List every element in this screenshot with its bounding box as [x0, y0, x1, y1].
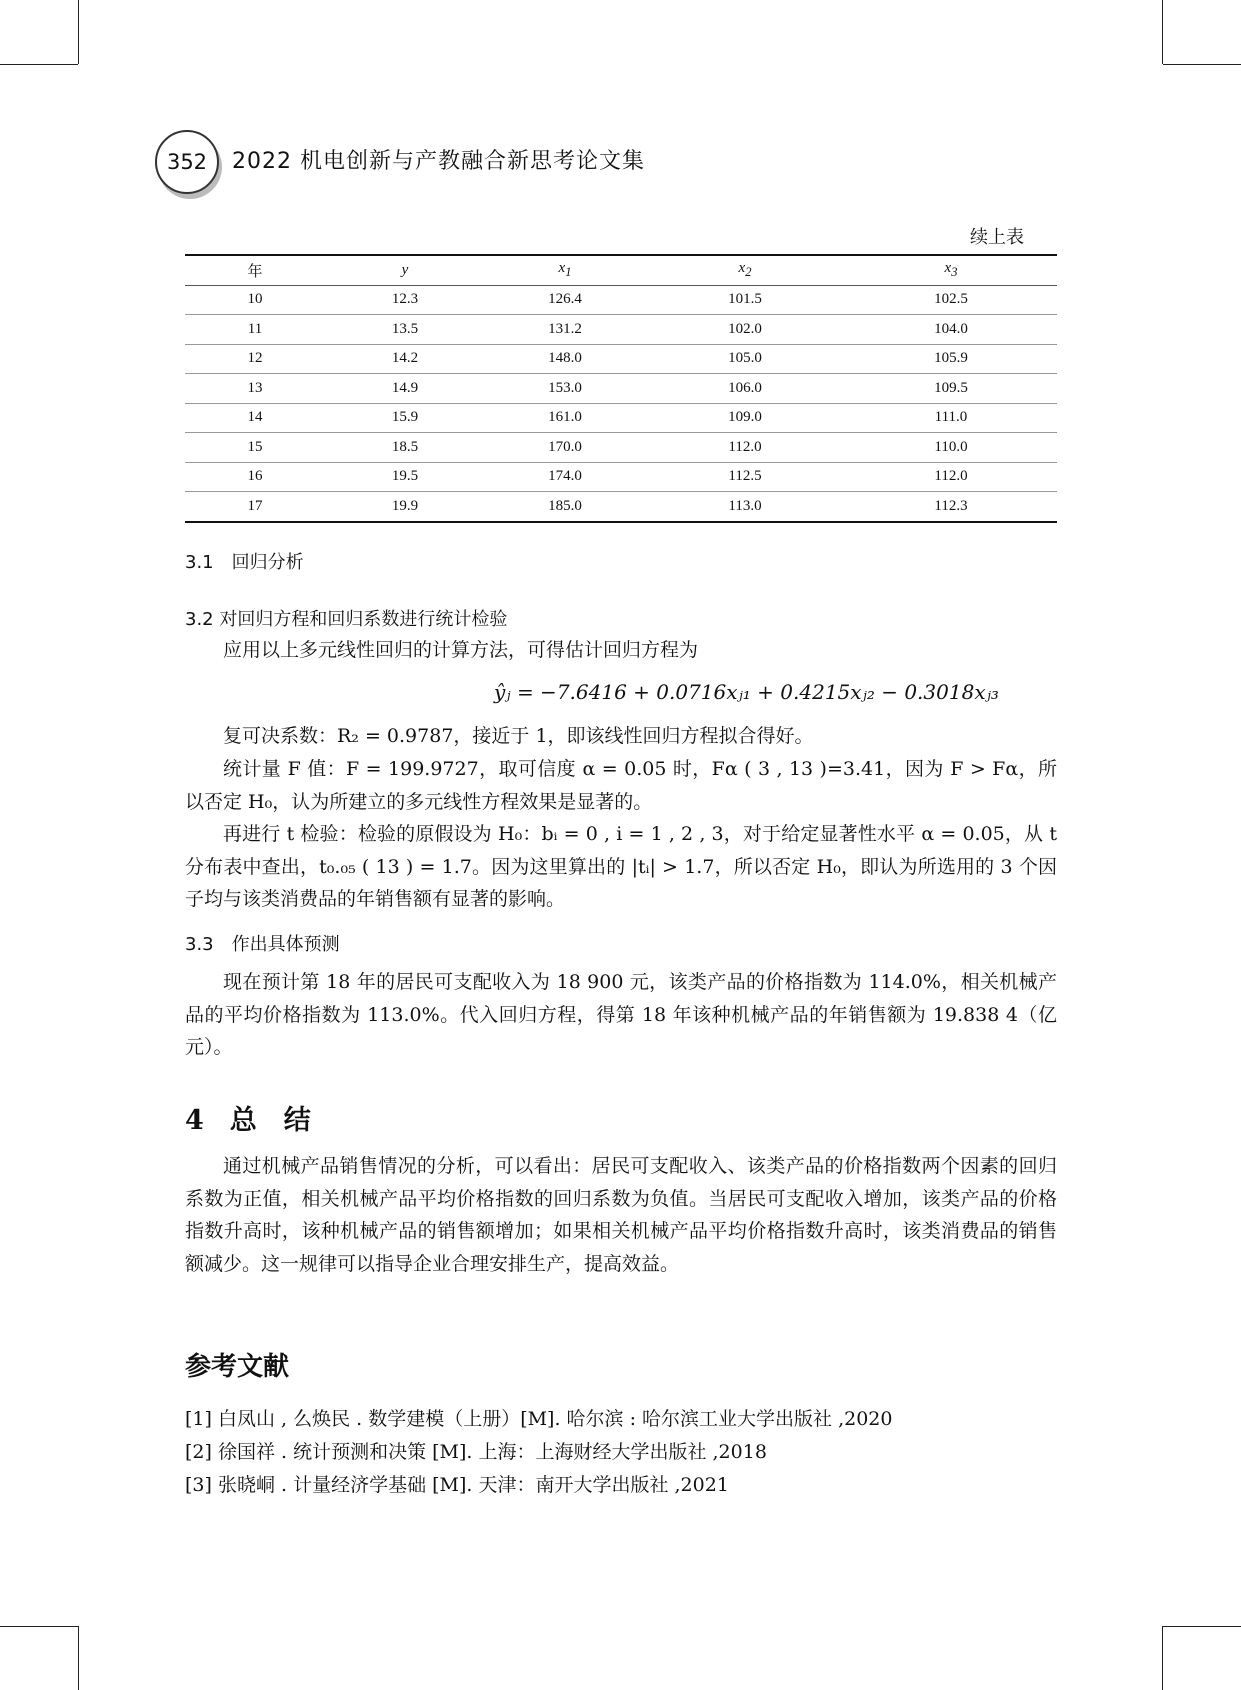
table-cell: 15	[247, 438, 263, 455]
column-header-x1: $x_1$	[558, 260, 572, 280]
table-cell: 112.0	[934, 468, 968, 485]
section-3-3-paragraph: 现在预计第 18 年的居民可支配收入为 18 900 元，该类产品的价格指数为 114.0%，相关机械产品的平均价格指数为 113.0%。代入回归方程，得第 18 年该种机械产品的年销售额为 19.838 4（亿元）。	[185, 971, 1057, 1058]
column-header-y: y	[401, 261, 409, 278]
table-cell: 14.2	[391, 350, 419, 367]
crop-mark	[1163, 64, 1241, 65]
table-cell: 14	[247, 409, 263, 426]
table-cell: 105.0	[728, 350, 762, 367]
table-cell: 112.5	[728, 468, 762, 485]
table-cell: 19.5	[391, 468, 419, 485]
table-row	[185, 462, 1057, 492]
table-row	[185, 344, 1057, 374]
section-3-3-heading: 3.3 作出具体预测	[185, 934, 340, 955]
table-row	[185, 285, 1057, 315]
table-row	[185, 315, 1057, 345]
page-number: 352	[155, 130, 219, 194]
table-cell: 102.5	[934, 291, 968, 308]
section-4-heading	[185, 1098, 337, 1137]
table-cell: 11	[247, 320, 263, 337]
table-row	[185, 403, 1057, 433]
table-cell: 131.2	[548, 320, 582, 337]
table-cell: 126.4	[548, 291, 582, 308]
reference-item: [3] 张晓峒 . 计量经济学基础 [M]. 天津：南开大学出版社 ,2021	[185, 1474, 729, 1496]
table-cell: 101.5	[728, 291, 762, 308]
table-cell: 12	[247, 350, 263, 367]
table-cell: 110.0	[934, 438, 968, 455]
regression-equation: ŷⱼ = −7.6416 + 0.0716xⱼ₁ + 0.4215xⱼ₂ − 0.3018xⱼ₃	[494, 680, 999, 704]
table-cell: 109.0	[728, 409, 762, 426]
table-cell: 105.9	[934, 350, 968, 367]
table-cell: 112.0	[728, 438, 762, 455]
section-4-paragraph: 通过机械产品销售情况的分析，可以看出：居民可支配收入、该类产品的价格指数两个因素的回归系数为正值，相关机械产品平均价格指数的回归系数为负值。当居民可支配收入增加，该类产品的价格指数升高时，该种机械产品的销售额增加；如果相关机械产品平均价格指数升高时，该类消费品的销售额减少。这一规律可以指导企业合理安排生产，提高效益。	[185, 1155, 1057, 1275]
table-cell: 174.0	[548, 468, 582, 485]
table-cell: 16	[247, 468, 263, 485]
table-cell: 19.9	[391, 497, 419, 514]
crop-mark	[1162, 0, 1163, 64]
table-row	[185, 374, 1057, 404]
running-title: 2022 机电创新与产教融合新思考论文集	[232, 149, 645, 174]
data-table	[185, 254, 1057, 523]
column-header-year: 年	[247, 263, 263, 280]
reference-item: [1] 白凤山 , 么焕民 . 数学建模（上册）[M]. 哈尔滨 : 哈尔滨工业大学出版社 ,2020	[185, 1408, 893, 1430]
table-cell: 148.0	[548, 350, 582, 367]
table-cell: 109.5	[934, 379, 968, 396]
section-3-1-heading: 3.1 回归分析	[185, 552, 304, 573]
crop-mark	[1163, 1626, 1241, 1627]
table-cell: 185.0	[548, 497, 582, 514]
crop-mark	[78, 1626, 79, 1690]
table-cell: 12.3	[391, 291, 419, 308]
t-test-paragraph: 再进行 t 检验：检验的原假设为 H₀：bᵢ = 0 , i = 1 , 2 , 3，对于给定显著性水平 α = 0.05，从 t 分布表中查出，t₀.₀₅ ( 13 ) = 1.7。因为这里算出的 |tᵢ| > 1.7，所以否定 H₀，即认为所选用的 3 个因子均与该类消费品的年销售额有显著的影响。	[185, 823, 1057, 910]
table-cell: 17	[247, 497, 263, 514]
column-header-x2: $x_2$	[738, 260, 752, 280]
table-cell: 106.0	[728, 379, 762, 396]
table-cell: 170.0	[548, 438, 582, 455]
section-3-2-heading: 3.2 对回归方程和回归系数进行统计检验	[185, 609, 508, 630]
crop-mark	[0, 64, 78, 65]
table-cell: 10	[247, 291, 263, 308]
crop-mark	[78, 0, 79, 64]
table-row	[185, 492, 1057, 522]
table-cell: 13.5	[391, 320, 419, 337]
crop-mark	[1162, 1626, 1163, 1690]
table-cell: 153.0	[548, 379, 582, 396]
section-4-number: 4	[185, 1105, 204, 1136]
table-cell: 111.0	[934, 409, 968, 426]
f-test-paragraph: 统计量 F 值：F = 199.9727，取可信度 α = 0.05 时，Fα ( 3 , 13 )=3.41，因为 F > Fα，所以否定 H₀，认为所建立的多元线性方程效果是显著的。	[185, 758, 1057, 813]
r-squared-line: 复可决系数：R₂ = 0.9787，接近于 1，即该线性回归方程拟合得好。	[223, 725, 814, 747]
table-cell: 113.0	[728, 497, 762, 514]
table-row	[185, 433, 1057, 463]
reference-item: [2] 徐国祥 . 统计预测和决策 [M]. 上海：上海财经大学出版社 ,2018	[185, 1441, 767, 1463]
table-cell: 102.0	[728, 320, 762, 337]
column-header-x3: $x_3$	[944, 260, 958, 280]
table-cell: 112.3	[934, 497, 968, 514]
table-cell: 104.0	[934, 320, 968, 337]
table-cell: 18.5	[391, 438, 419, 455]
section-4-title: 总 结	[229, 1105, 311, 1136]
table-header-row	[185, 255, 1057, 285]
table-cell: 13	[247, 379, 263, 396]
crop-mark	[0, 1626, 78, 1627]
table-cell: 14.9	[391, 379, 419, 396]
table-continued-label: 续上表	[970, 227, 1024, 248]
references-heading: 参考文献	[185, 1352, 290, 1382]
section-3-2-intro: 应用以上多元线性回归的计算方法，可得估计回归方程为	[223, 639, 699, 661]
table-cell: 161.0	[548, 409, 582, 426]
table-cell: 15.9	[391, 409, 419, 426]
